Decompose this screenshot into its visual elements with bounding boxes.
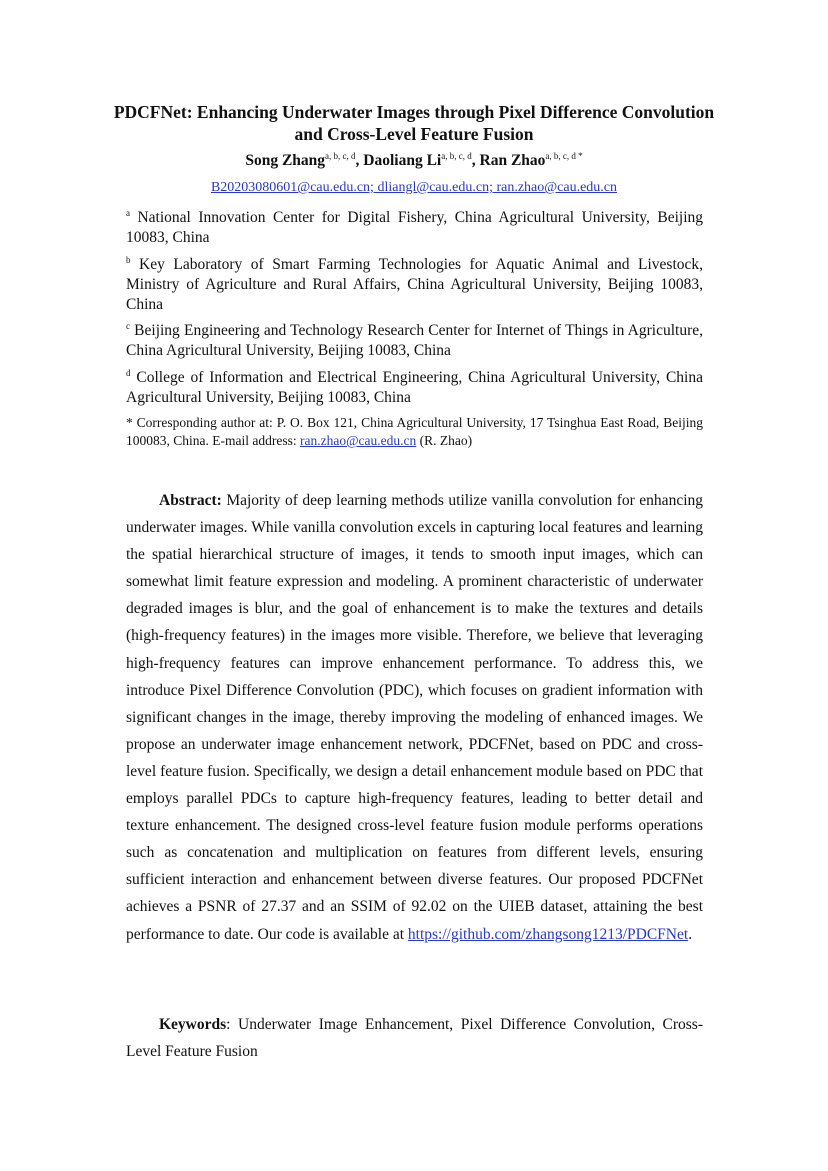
author-affiliation-marks: a, b, c, d *: [545, 151, 583, 161]
abstract-paragraph: [126, 487, 703, 948]
author-affiliation-marks: a, b, c, d: [441, 151, 472, 161]
abstract-text: Majority of deep learning methods utilize vanilla convolution for enhancing underwater images. While vanilla convolution excels in capturing local features and learning the spatial hierarchical structure of images, it tends to smooth input images, which can somewhat limit feature expression and modeling. A prominent characteristic of underwater degraded images is blur, and the goal of enhancement is to make the textures and details (high-frequency features) in the images more visible. Therefore, we believe that leveraging high-frequency features can improve enhancement performance. To address this, we introduce Pixel Difference Convolution (PDC), which focuses on gradient information with significant changes in the image, thereby improving the modeling of enhanced images. We propose an underwater image enhancement network, PDCFNet, based on PDC and cross-level feature fusion. Specifically, we design a detail enhancement module based on PDC that employs parallel PDCs to capture high-frequency features, leading to better detail and texture enhancement. The designed cross-level feature fusion module performs operations such as concatenation and multiplication on features from different levels, ensuring sufficient interaction and enhancement between diverse features. Our proposed PDCFNet achieves a PSNR of 27.37 and an SSIM of 92.02 on the UIEB dataset, attaining the best performance to date. Our code is available at: [126, 492, 703, 943]
affiliation-b: [126, 255, 703, 315]
author-emails: [90, 179, 738, 197]
author-separator: ,: [355, 152, 364, 169]
affiliation-mark: c: [126, 321, 130, 331]
abstract-end: .: [688, 925, 693, 943]
affiliation-mark: b: [126, 255, 131, 265]
author-separator: ,: [471, 152, 480, 169]
abstract-label: Abstract:: [159, 492, 222, 509]
author-affiliation-marks: a, b, c, d: [325, 151, 356, 161]
affiliation-text: Beijing Engineering and Technology Research Center for Internet of Things in Agriculture, China Agricultural University, Beijing 10083, China: [126, 322, 703, 359]
code-repository-link[interactable]: https://github.com/zhangsong1213/PDCFNet: [407, 925, 689, 943]
affiliation-mark: a: [126, 208, 130, 218]
affiliation-a: [126, 208, 703, 248]
affiliation-d: [126, 368, 703, 408]
affiliation-c: [126, 321, 703, 361]
author-name: Daoliang Li: [363, 152, 442, 169]
affiliation-text: National Innovation Center for Digital Fishery, China Agricultural University, Beijing 10083, China: [126, 209, 703, 246]
keywords-paragraph: [126, 1011, 703, 1065]
email-link[interactable]: B20203080601@cau.edu.cn; dliangl@cau.edu.cn; ran.zhao@cau.edu.cn: [210, 180, 618, 195]
title-line-1: PDCFNet: Enhancing Underwater Images through Pixel Difference Convolution: [113, 102, 715, 122]
affiliation-text: College of Information and Electrical Engineering, China Agricultural University, China Agricultural University, Beijing 10083, China: [126, 369, 703, 406]
affiliation-text: Key Laboratory of Smart Farming Technologies for Aquatic Animal and Livestock, Ministry of Agriculture and Rural Affairs, China Agricultural University, Beijing 10083, China: [126, 256, 704, 313]
keywords-label: Keywords: [159, 1016, 227, 1033]
affiliation-mark: d: [126, 368, 131, 378]
author-name: Song Zhang: [245, 152, 326, 169]
corresponding-text: * Corresponding author at: P. O. Box 121, China Agricultural University, 17 Tsinghua East Road, Beijing 100083, China. E-mail address:: [126, 415, 703, 448]
paper-title: [90, 101, 738, 145]
author-list: [90, 151, 738, 171]
author-name: Ran Zhao: [479, 152, 546, 169]
keywords-text: : Underwater Image Enhancement, Pixel Difference Convolution, Cross-Level Feature Fusion: [126, 1016, 703, 1060]
corresponding-suffix: (R. Zhao): [416, 433, 473, 448]
corresponding-email-link[interactable]: ran.zhao@cau.edu.cn: [299, 433, 417, 448]
title-line-2: and Cross-Level Feature Fusion: [294, 124, 534, 144]
corresponding-author-note: [126, 414, 703, 450]
